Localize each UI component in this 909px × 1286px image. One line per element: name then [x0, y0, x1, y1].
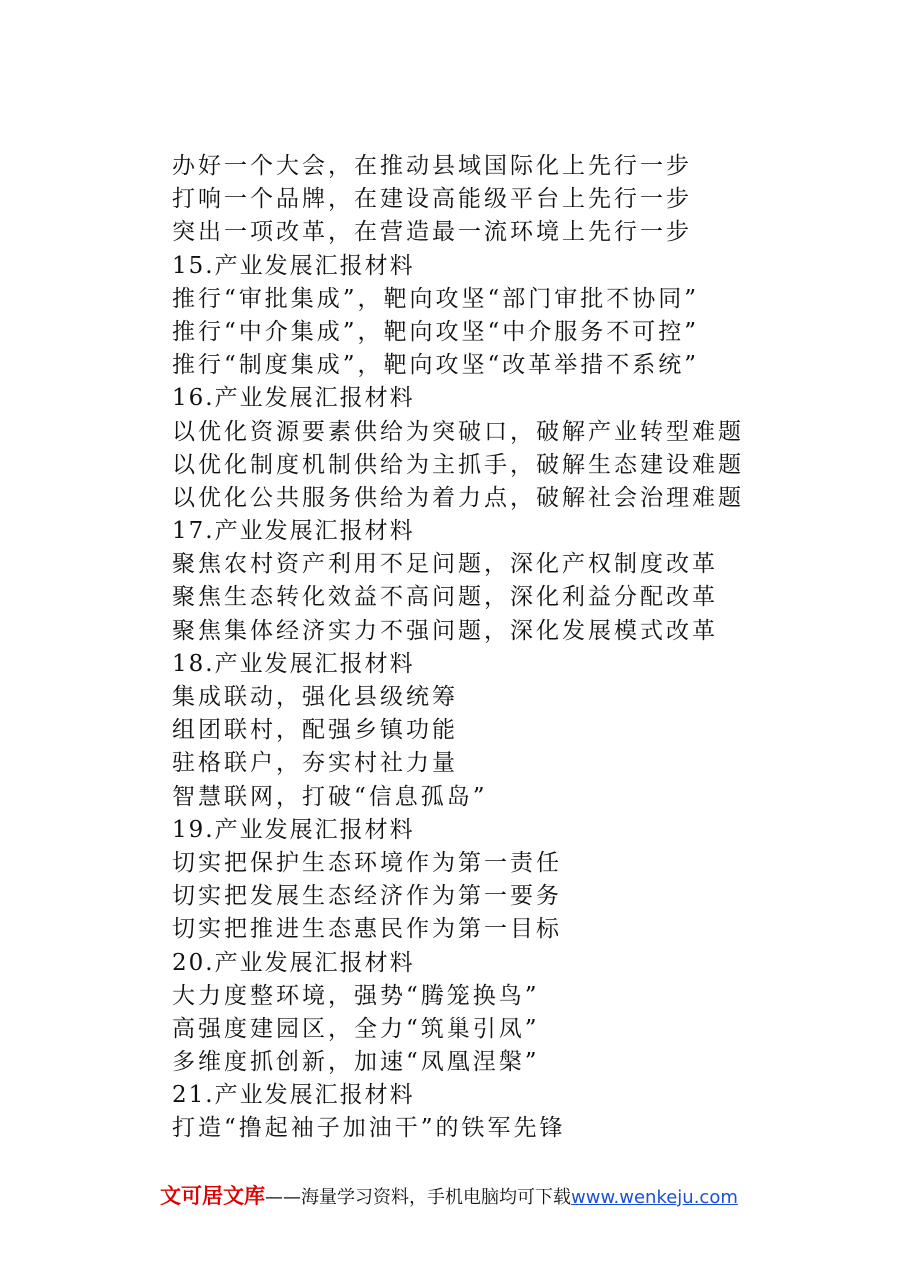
text-line: 智慧联网，打破“信息孤岛”	[172, 783, 488, 810]
text-line: 高强度建园区，全力“筑巢引凤”	[172, 1015, 540, 1042]
document-body	[172, 150, 872, 1146]
section-heading: 15.产业发展汇报材料	[172, 252, 415, 279]
text-line: 大力度整环境，强势“腾笼换鸟”	[172, 982, 540, 1009]
text-line: 推行“审批集成”，靶向攻坚“部门审批不协同”	[172, 285, 700, 312]
section-heading: 16.产业发展汇报材料	[172, 385, 415, 412]
section-heading: 18.产业发展汇报材料	[172, 650, 415, 677]
text-line: 聚焦集体经济实力不强问题，深化发展模式改革	[172, 617, 718, 644]
text-line: 办好一个大会，在推动县域国际化上先行一步	[172, 153, 692, 179]
text-line: 打造“撸起袖子加油干”的铁军先锋	[172, 1115, 566, 1142]
text-line: 切实把推进生态惠民作为第一目标	[172, 916, 562, 943]
text-line: 多维度抓创新，加速“凤凰涅槃”	[172, 1049, 540, 1076]
section-heading: 19.产业发展汇报材料	[172, 816, 415, 843]
text-line: 组团联村，配强乡镇功能	[172, 717, 458, 744]
footer-link[interactable]: www.wenkeju.com	[571, 1187, 738, 1208]
text-line: 驻格联户，夯实村社力量	[172, 750, 458, 777]
section-heading: 17.产业发展汇报材料	[172, 518, 415, 545]
text-line: 打响一个品牌，在建设高能级平台上先行一步	[172, 186, 692, 213]
text-line: 突出一项改革，在营造最一流环境上先行一步	[172, 219, 692, 246]
section-heading: 21.产业发展汇报材料	[172, 1082, 415, 1109]
text-line: 切实把保护生态环境作为第一责任	[172, 849, 562, 876]
section-heading: 20.产业发展汇报材料	[172, 949, 415, 976]
text-line: 聚焦农村资产利用不足问题，深化产权制度改革	[172, 551, 718, 578]
text-line: 推行“制度集成”，靶向攻坚“改革举措不系统”	[172, 352, 700, 379]
footer-text: ——海量学习资料，手机电脑均可下载	[265, 1187, 571, 1208]
text-line: 集成联动，强化县级统筹	[172, 684, 458, 710]
text-line: 推行“中介集成”，靶向攻坚“中介服务不可控”	[172, 318, 700, 345]
text-line: 聚焦生态转化效益不高问题，深化利益分配改革	[172, 584, 718, 611]
text-line: 以优化资源要素供给为突破口，破解产业转型难题	[172, 418, 744, 445]
text-line: 以优化公共服务供给为着力点，破解社会治理难题	[172, 484, 744, 511]
text-line: 以优化制度机制供给为主抓手，破解生态建设难题	[172, 451, 744, 478]
footer-banner	[160, 1182, 860, 1212]
footer-brand: 文可居文库	[160, 1184, 265, 1208]
text-line: 切实把发展生态经济作为第一要务	[172, 883, 562, 910]
